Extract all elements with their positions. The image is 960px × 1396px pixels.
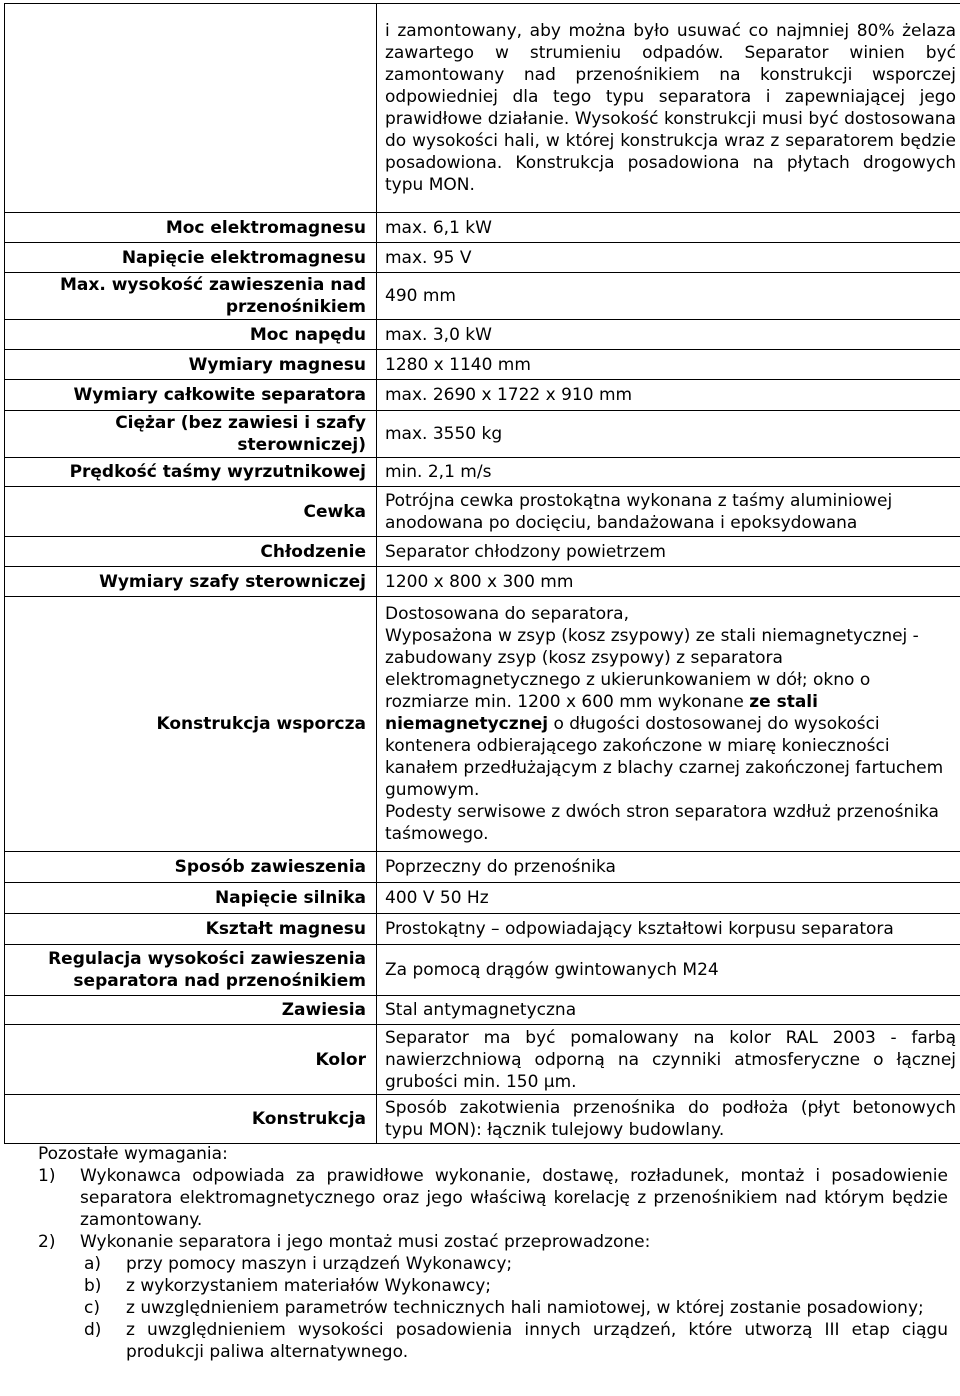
- spec-value: max. 6,1 kW: [377, 213, 960, 243]
- spec-value: Potrójna cewka prostokątna wykonana z taśmy aluminiowej anodowana po docięciu, bandażowana i epoksydowana: [377, 487, 960, 537]
- spec-key: Wymiary całkowite separatora: [5, 380, 377, 411]
- spec-key: Moc elektromagnesu: [5, 213, 377, 243]
- list-item: [38, 1165, 948, 1231]
- spec-value: max. 95 V: [377, 243, 960, 273]
- spec-value: Za pomocą drągów gwintowanych M24: [377, 945, 960, 996]
- list-item: [38, 1231, 948, 1253]
- spec-value: max. 2690 x 1722 x 910 mm: [377, 380, 960, 411]
- construction-line: Dostosowana do separatora,: [385, 604, 629, 624]
- construction-line: Podesty serwisowe z dwóch stron separatora wzdłuż przenośnika taśmowego.: [385, 802, 939, 844]
- spec-key: [5, 4, 377, 213]
- spec-value: Prostokątny – odpowiadający kształtowi korpusu separatora: [377, 914, 960, 945]
- spec-value: Separator ma być pomalowany na kolor RAL 2003 - farbą nawierzchniową odporną na czynniki atmosferyczne o łącznej grubości min. 150 µm.: [377, 1025, 960, 1095]
- construction-text: o długości dostosowanej do wysokości kontenera odbierającego zakończone w miarę konieczności kanałem przedłużającym z blachy czarnej zakończonej fartuchem gumowym.: [385, 714, 944, 800]
- spec-key: Prędkość taśmy wyrzutnikowej: [5, 458, 377, 487]
- list-text: Wykonawca odpowiada za prawidłowe wykonanie, dostawę, rozładunek, montaż i posadowienie separatora elektromagnetycznego oraz jego właściwą korelację z przenośnikiem nad którym będzie zamontowany.: [80, 1166, 948, 1230]
- list-number: 1): [38, 1166, 56, 1186]
- spec-key: Ciężar (bez zawiesi i szafy sterowniczej): [5, 411, 377, 458]
- spec-key: Kolor: [5, 1025, 377, 1095]
- construction-bold: ze stali niemagnetycznej: [385, 692, 818, 734]
- other-heading: Pozostałe wymagania:: [38, 1144, 228, 1164]
- spec-value: Poprzeczny do przenośnika: [377, 852, 960, 883]
- sub-list-item: [84, 1319, 948, 1363]
- spec-key: Napięcie silnika: [5, 883, 377, 914]
- list-number: a): [84, 1254, 102, 1274]
- spec-key: Konstrukcja: [5, 1095, 377, 1144]
- spec-table: [4, 3, 960, 1144]
- construction-text: Wyposażona w zsyp (kosz zsypowy) ze stali niemagnetycznej - zabudowany zsyp (kosz zsypowy) z separatora elektromagnetycznego z ukierunkowaniem w dół; okno o rozmiarze min. 1200 x 600 mm wykonane: [385, 626, 919, 712]
- construction-paragraph: [385, 625, 956, 801]
- list-text: z wykorzystaniem materiałów Wykonawcy;: [126, 1276, 491, 1296]
- list-text: Wykonanie separatora i jego montaż musi zostać przeprowadzone:: [80, 1232, 651, 1252]
- spec-value: Separator chłodzony powietrzem: [377, 537, 960, 567]
- spec-value: 1200 x 800 x 300 mm: [377, 567, 960, 597]
- spec-key: Max. wysokość zawieszenia nad przenośnikiem: [5, 273, 377, 320]
- spec-value: Stal antymagnetyczna: [377, 996, 960, 1025]
- spec-key: Chłodzenie: [5, 537, 377, 567]
- other-requirements: [38, 1143, 948, 1363]
- list-number: 2): [38, 1232, 56, 1252]
- spec-value: 400 V 50 Hz: [377, 883, 960, 914]
- list-text: z uwzględnieniem wysokości posadowienia innych urządzeń, które utworzą III etap ciągu produkcji paliwa alternatywnego.: [126, 1320, 948, 1362]
- list-number: c): [84, 1298, 100, 1318]
- spec-key: Cewka: [5, 487, 377, 537]
- sub-list-item: [84, 1275, 948, 1297]
- spec-value: i zamontowany, aby można było usuwać co najmniej 80% żelaza zawartego w strumieniu odpadów. Separator winien być zamontowany nad przenośnikiem na konstrukcji wsporczej odpowiedniej dla tego typu separatora i zapewniającej jego prawidłowe działanie. Wysokość konstrukcji musi być dostosowana do wysokości hali, w której konstrukcja wraz z separatorem będzie posadowiona. Konstrukcja posadowiona na płytach drogowych typu MON.: [377, 4, 960, 213]
- sub-list-item: [84, 1253, 948, 1275]
- spec-key: Regulacja wysokości zawieszenia separatora nad przenośnikiem: [5, 945, 377, 996]
- spec-key: Wymiary magnesu: [5, 350, 377, 380]
- spec-value: min. 2,1 m/s: [377, 458, 960, 487]
- list-number: d): [84, 1320, 102, 1340]
- spec-key: Kształt magnesu: [5, 914, 377, 945]
- sub-list-item: [84, 1297, 948, 1319]
- spec-key: Wymiary szafy sterowniczej: [5, 567, 377, 597]
- spec-value: max. 3,0 kW: [377, 320, 960, 350]
- list-text: z uwzględnieniem parametrów technicznych hali namiotowej, w której zostanie posadowiony;: [126, 1298, 924, 1318]
- spec-value: 1280 x 1140 mm: [377, 350, 960, 380]
- spec-key: Zawiesia: [5, 996, 377, 1025]
- spec-key: Moc napędu: [5, 320, 377, 350]
- spec-value: max. 3550 kg: [377, 411, 960, 458]
- spec-key: Sposób zawieszenia: [5, 852, 377, 883]
- spec-key: Napięcie elektromagnesu: [5, 243, 377, 273]
- spec-value: 490 mm: [377, 273, 960, 320]
- spec-value: Sposób zakotwienia przenośnika do podłoża (płyt betonowych typu MON): łącznik tulejowy budowlany.: [377, 1095, 960, 1144]
- list-text: przy pomocy maszyn i urządzeń Wykonawcy;: [126, 1254, 513, 1274]
- spec-key: Konstrukcja wsporcza: [5, 597, 377, 852]
- construction-value: [377, 597, 960, 852]
- list-number: b): [84, 1276, 102, 1296]
